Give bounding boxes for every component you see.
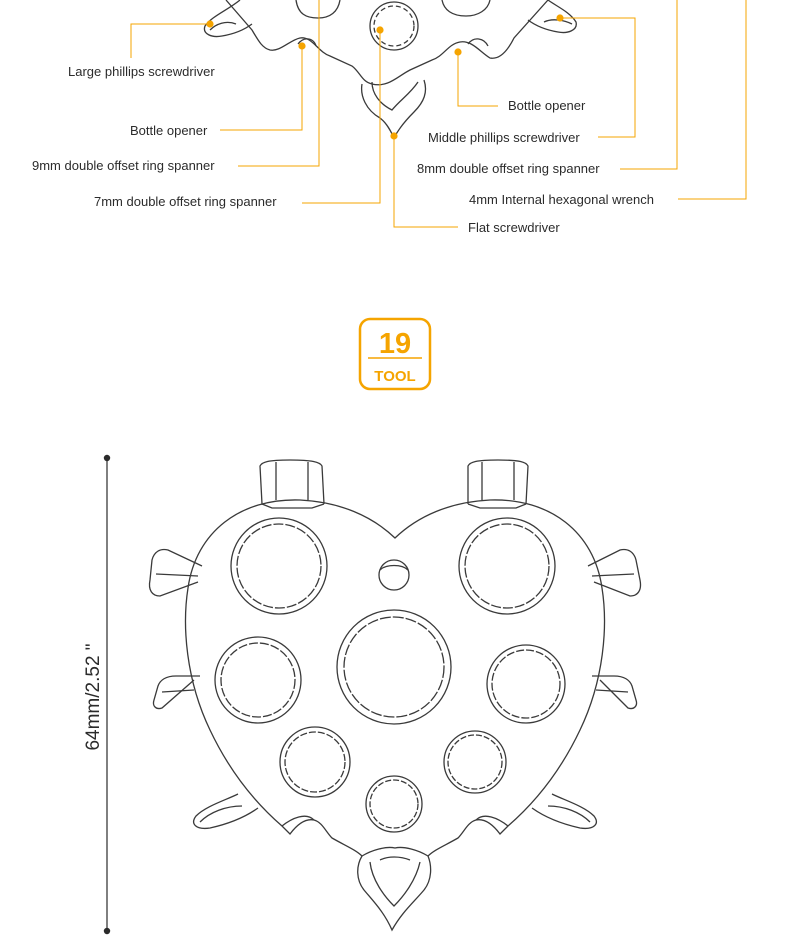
- callout-line-8mm: [620, 0, 677, 169]
- tool-count-badge: [360, 319, 430, 389]
- top-tool-drawing: [204, 0, 576, 138]
- heart-multitool: [149, 460, 640, 930]
- callout-line-7mm: [302, 30, 380, 203]
- left-upper-bit: [149, 549, 202, 596]
- dimension-label: 64mm/2.52 ": [83, 643, 104, 751]
- callout-line-bottle-right: [458, 52, 498, 106]
- badge-word: TOOL: [374, 368, 416, 385]
- dimension-end-bottom: [104, 928, 110, 934]
- label-bottle-opener-right: Bottle opener: [508, 98, 586, 113]
- ring-spanner-center: [337, 610, 451, 724]
- callout-dot: [390, 132, 397, 139]
- ring-spanner-low-right: [444, 731, 506, 793]
- callout-dot: [206, 20, 213, 27]
- callout-line-large-phillips: [131, 24, 210, 58]
- ring-spanner-mid-left: [215, 637, 301, 723]
- callout-dot: [556, 14, 563, 21]
- right-upper-bit: [588, 549, 641, 596]
- top-tool-body-outline: [226, 0, 548, 85]
- right-lower-spike: [532, 794, 596, 828]
- top-hole-right: [442, 0, 490, 16]
- top-hole-left: [296, 0, 340, 18]
- flat-screwdriver-tip: [358, 856, 431, 930]
- ring-spanner-top-left: [231, 518, 327, 614]
- hanging-hole: [379, 560, 409, 590]
- callout-dots: [206, 14, 563, 139]
- left-lower-spike: [194, 794, 258, 828]
- label-hex-4mm: 4mm Internal hexagonal wrench: [469, 192, 654, 207]
- top-hole-bottom: [370, 2, 418, 50]
- ring-spanner-bottom: [366, 776, 422, 832]
- callout-dot: [376, 26, 383, 33]
- callout-line-bottle-left: [220, 46, 302, 130]
- right-middle-bit: [592, 676, 637, 709]
- callout-line-flat: [394, 136, 458, 227]
- dimension-end-top: [104, 455, 110, 461]
- top-left-spike: [204, 0, 252, 37]
- label-middle-phillips: Middle phillips screwdriver: [428, 130, 580, 145]
- label-ring-8mm: 8mm double offset ring spanner: [417, 161, 600, 176]
- ring-spanner-top-right: [459, 518, 555, 614]
- label-flat-screwdriver: Flat screwdriver: [468, 220, 560, 235]
- ring-spanner-mid-right: [487, 645, 565, 723]
- ring-spanner-low-left: [280, 727, 350, 797]
- label-ring-7mm: 7mm double offset ring spanner: [94, 194, 277, 209]
- heart-body-outline: [186, 500, 605, 856]
- badge-number: 19: [378, 328, 412, 360]
- label-large-phillips: Large phillips screwdriver: [68, 64, 215, 79]
- top-right-spike: [528, 0, 576, 33]
- callout-line-middle-phillips: [560, 18, 635, 137]
- height-dimension: [83, 455, 110, 934]
- callout-dot: [298, 42, 305, 49]
- callout-dot: [454, 48, 461, 55]
- callout-line-hex: [678, 0, 746, 199]
- label-bottle-opener-left: Bottle opener: [130, 123, 208, 138]
- label-ring-9mm: 9mm double offset ring spanner: [32, 158, 215, 173]
